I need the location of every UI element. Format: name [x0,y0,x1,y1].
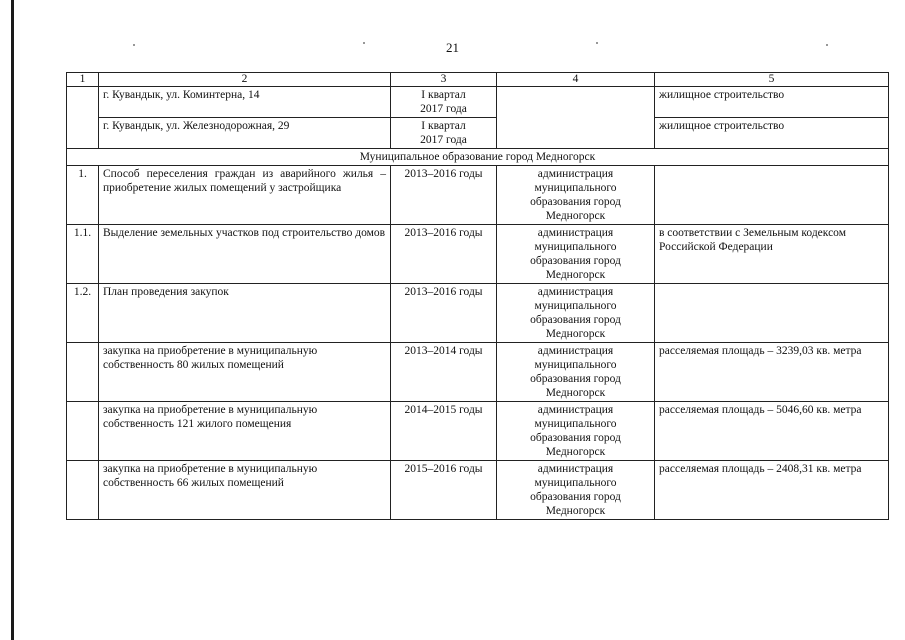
executor-line: муниципального [534,477,617,489]
executor-cell [497,166,655,225]
executor-line: Медногорск [545,387,606,399]
executor-cell [497,461,655,520]
period-cell [391,87,497,118]
column-header: 2 [99,73,391,87]
row-number [67,402,99,461]
executor-line: образования город [530,314,621,326]
note-cell: расселяемая площадь – 3239,03 кв. метра [655,343,889,402]
period-cell: 2013–2016 годы [391,166,497,225]
measure-name: План проведения закупок [99,284,391,343]
executor-line: Медногорск [545,269,606,281]
scan-margin-bar [11,0,14,640]
executor-line: образования город [530,255,621,267]
executor-cell [497,225,655,284]
executor-line: Медногорск [545,210,606,222]
executor-line: образования город [530,491,621,503]
executor-line: администрация [537,168,614,180]
table-row [67,87,889,118]
executor-cell [497,284,655,343]
table-row [67,118,889,149]
executor-line: муниципального [534,359,617,371]
executor-line: образования город [530,373,621,385]
column-header: 3 [391,73,497,87]
table-row [67,284,889,343]
period-line: I квартал [421,120,466,132]
period-cell: 2013–2016 годы [391,225,497,284]
executor-line: муниципального [534,418,617,430]
period-cell: 2014–2015 годы [391,402,497,461]
period-cell [391,118,497,149]
note-cell: расселяемая площадь – 2408,31 кв. метра [655,461,889,520]
executor-cell [497,87,655,149]
executor-line: администрация [537,227,614,239]
section-title: Муниципальное образование город Медногорск [67,149,889,166]
program-table [66,72,889,520]
column-header: 4 [497,73,655,87]
section-row [67,149,889,166]
row-number-cell [67,87,99,149]
executor-line: образования город [530,196,621,208]
executor-line: Медногорск [545,328,606,340]
row-number: 1.2. [67,284,99,343]
row-number [67,461,99,520]
row-number: 1.1. [67,225,99,284]
executor-line: муниципального [534,300,617,312]
measure-name: закупка на приобретение в муниципальную собственность 121 жилого помещения [99,402,391,461]
row-number: 1. [67,166,99,225]
executor-line: Медногорск [545,446,606,458]
period-line: I квартал [421,89,466,101]
executor-line: Медногорск [545,505,606,517]
period-line: 2017 года [420,134,467,146]
measure-name: г. Кувандык, ул. Коминтерна, 14 [99,87,391,118]
note-cell: жилищное строительство [655,87,889,118]
table-row [67,343,889,402]
table-row [67,461,889,520]
period-cell: 2013–2016 годы [391,284,497,343]
executor-line: администрация [537,345,614,357]
period-line: 2017 года [420,103,467,115]
executor-line: администрация [537,404,614,416]
executor-line: образования город [530,432,621,444]
measure-name: закупка на приобретение в муниципальную собственность 80 жилых помещений [99,343,391,402]
measure-name: закупка на приобретение в муниципальную собственность 66 жилых помещений [99,461,391,520]
measure-name: г. Кувандык, ул. Железнодорожная, 29 [99,118,391,149]
column-number-row [67,73,889,87]
executor-line: муниципального [534,182,617,194]
measure-name: Выделение земельных участков под строительство домов [99,225,391,284]
note-cell: жилищное строительство [655,118,889,149]
note-cell: в соответствии с Земельным кодексом Российской Федерации [655,225,889,284]
page-number: 21 [446,40,459,55]
note-cell [655,166,889,225]
executor-line: администрация [537,286,614,298]
row-number [67,343,99,402]
note-cell: расселяемая площадь – 5046,60 кв. метра [655,402,889,461]
column-header: 5 [655,73,889,87]
table-row [67,402,889,461]
measure-name: Способ переселения граждан из аварийного жилья – приобретение жилых помещений у застройщика [99,166,391,225]
period-cell: 2015–2016 годы [391,461,497,520]
period-cell: 2013–2014 годы [391,343,497,402]
executor-line: администрация [537,463,614,475]
note-cell [655,284,889,343]
executor-line: муниципального [534,241,617,253]
executor-cell [497,402,655,461]
column-header: 1 [67,73,99,87]
table-row [67,225,889,284]
table-row [67,166,889,225]
executor-cell [497,343,655,402]
